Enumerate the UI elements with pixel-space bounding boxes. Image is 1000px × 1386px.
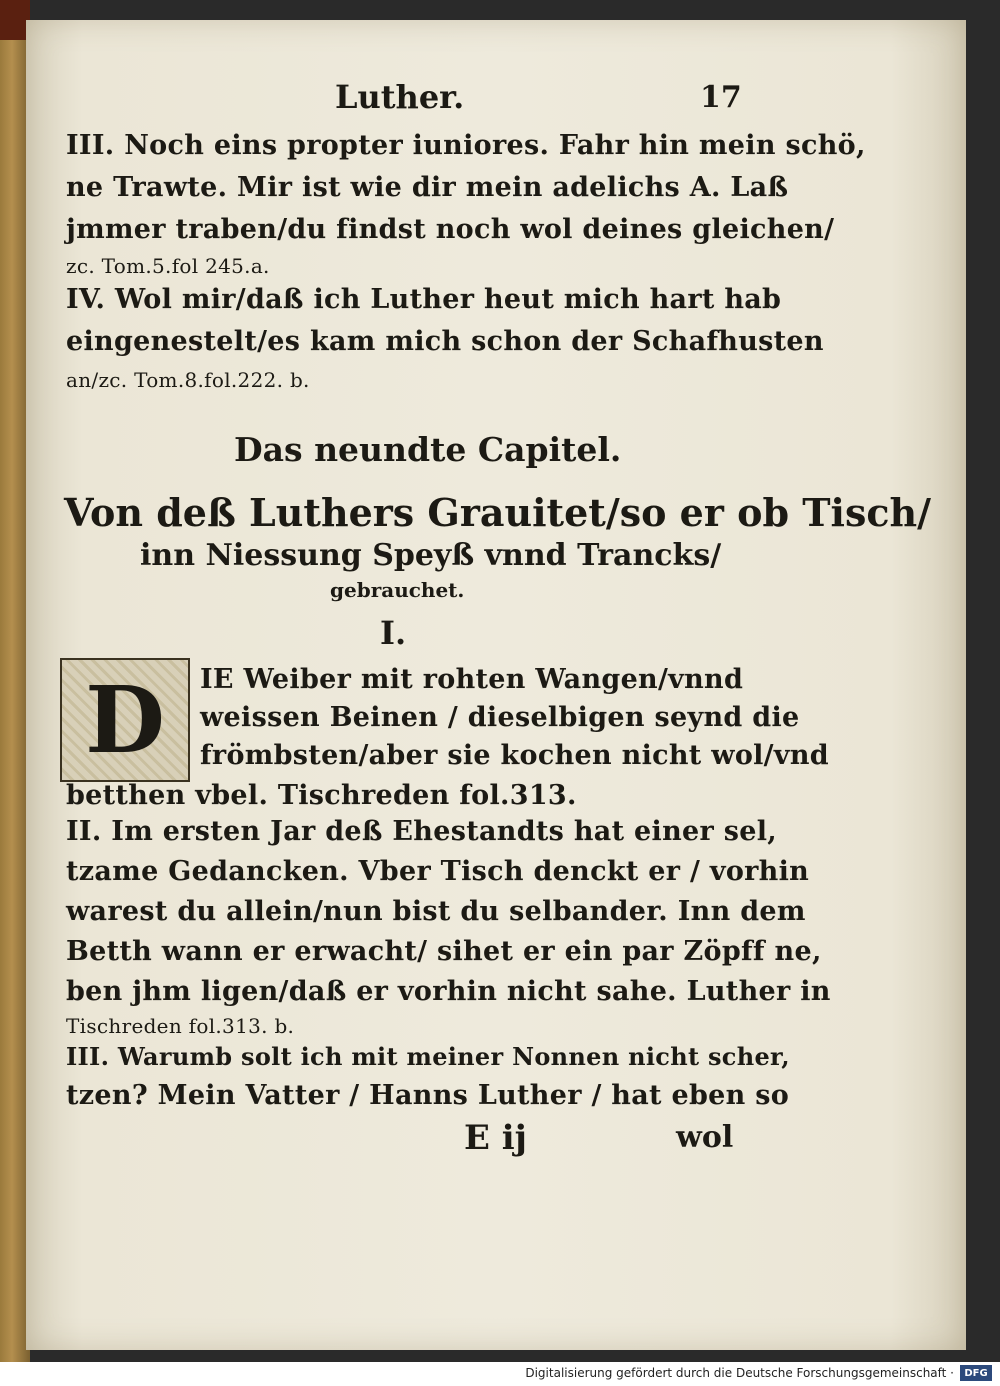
ref-citation: Tom.5.fol 245.a.: [101, 254, 270, 278]
text-line: tzame Gedancken. Vber Tisch denckt er / vorhin: [66, 856, 810, 887]
chapter-title-line: gebrauchet.: [330, 578, 465, 602]
text-line: ne Trawte. Mir ist wie dir mein adelichs A. Laß: [66, 172, 789, 203]
text-line: II. Im ersten Jar deß Ehestandts hat einer sel,: [66, 816, 777, 847]
page-number: 17: [700, 80, 742, 115]
text-line: tzen? Mein Vatter / Hanns Luther / hat eben so: [66, 1080, 790, 1111]
text-line: [66, 254, 270, 278]
footer-credit: Digitalisierung gefördert durch die Deutsche Forschungsgemeinschaft ·: [525, 1366, 954, 1380]
text-line: jmmer traben/du findst noch wol deines gleichen/: [66, 214, 835, 245]
text-line: ben jhm ligen/daß er vorhin nicht sahe. Luther in: [66, 976, 831, 1007]
text-line: IV. Wol mir/daß ich Luther heut mich hart hab: [66, 284, 782, 315]
chapter-title-line: Von deß Luthers Grauitet/so er ob Tisch/: [64, 490, 932, 535]
running-head: Luther.: [335, 78, 465, 116]
text-line: eingenestelt/es kam mich schon der Schafhusten: [66, 326, 824, 357]
text-line: IE Weiber mit rohten Wangen/vnnd: [200, 664, 744, 695]
text-line: Betth wann er erwacht/ sihet er ein par Zöpff ne,: [66, 936, 822, 967]
text-line: weissen Beinen / dieselbigen seynd die: [200, 702, 800, 733]
text-line: frömbsten/aber sie kochen nicht wol/vnd: [200, 740, 829, 771]
ref-prefix: an/zc.: [66, 368, 128, 392]
section-numeral: I.: [380, 614, 407, 652]
text-line: betthen vbel. Tischreden fol.313.: [66, 780, 577, 811]
text-line: III. Warumb solt ich mit meiner Nonnen nicht scher,: [66, 1042, 790, 1071]
text-line: [66, 368, 310, 392]
ref-citation: Tom.8.fol.222. b.: [134, 368, 310, 392]
text-line: warest du allein/nun bist du selbander. Inn dem: [66, 896, 806, 927]
decorated-initial: D: [60, 658, 190, 782]
chapter-title-line: inn Niessung Speyß vnnd Trancks/: [140, 538, 722, 573]
dfg-logo: DFG: [960, 1365, 992, 1381]
text-line: Tischreden fol.313. b.: [66, 1014, 295, 1038]
signature-mark: E ij: [464, 1118, 527, 1158]
ref-prefix: zc.: [66, 254, 95, 278]
chapter-heading: Das neundte Capitel.: [234, 430, 622, 469]
catchword: wol: [676, 1120, 734, 1155]
text-line: III. Noch eins propter iuniores. Fahr hin mein schö,: [66, 130, 866, 161]
